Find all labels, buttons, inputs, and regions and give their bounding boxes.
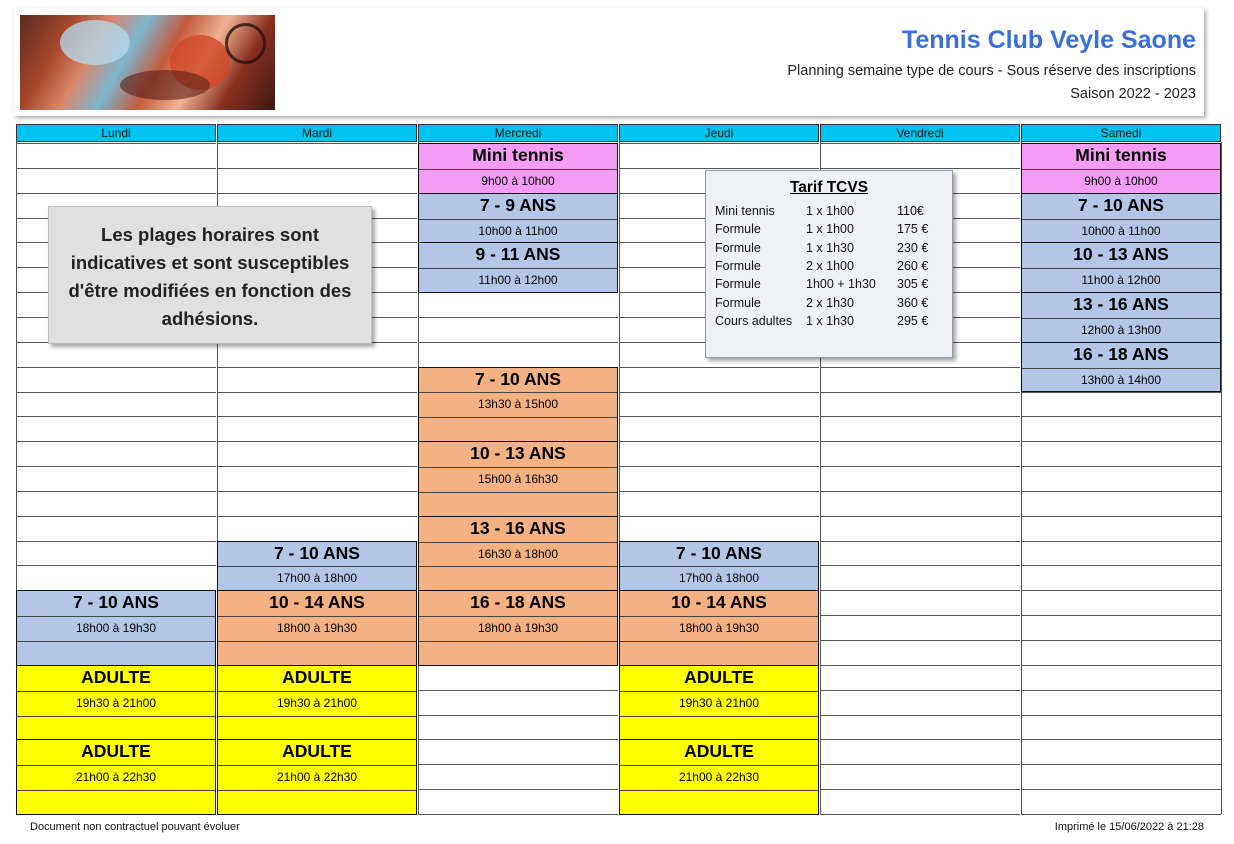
grid-row-line bbox=[1021, 590, 1221, 591]
course-time: 9h00 à 10h00 bbox=[1084, 173, 1158, 188]
slot-row-line bbox=[620, 691, 818, 692]
course-slot bbox=[1021, 292, 1221, 343]
grid-row-line bbox=[820, 516, 1020, 517]
grid-row-line bbox=[217, 143, 417, 144]
grid-row-line bbox=[1021, 466, 1221, 467]
course-time: 19h30 à 21h00 bbox=[75, 695, 157, 710]
course-time: 11h00 à 12h00 bbox=[478, 273, 558, 288]
tarif-detail: 1h00 + 1h30 bbox=[806, 277, 876, 292]
grid-row-line bbox=[1021, 441, 1221, 442]
tarif-price: 360 € bbox=[897, 295, 929, 310]
grid-row-line bbox=[1021, 541, 1221, 542]
footer-print-date: Imprimé le 15/06/2022 à 21:28 bbox=[1054, 821, 1204, 833]
grid-row-line bbox=[217, 392, 417, 393]
course-time: 19h30 à 21h00 bbox=[276, 695, 358, 710]
course-name: ADULTE bbox=[282, 741, 352, 762]
grid-row-line bbox=[16, 143, 216, 144]
slot-row-line bbox=[17, 765, 215, 766]
grid-row-line bbox=[820, 441, 1020, 442]
course-name: ADULTE bbox=[684, 666, 754, 687]
tarif-price: 260 € bbox=[897, 258, 929, 273]
tarif-detail: 1 x 1h30 bbox=[806, 240, 854, 255]
grid-row-line bbox=[16, 441, 216, 442]
slot-row-line bbox=[419, 566, 617, 567]
slot-row-line bbox=[620, 641, 818, 642]
course-name: 7 - 10 ANS bbox=[676, 542, 762, 563]
tarif-label: Formule bbox=[715, 295, 761, 310]
course-slot bbox=[619, 665, 819, 741]
slot-row-line bbox=[1022, 318, 1220, 319]
course-name: 10 - 14 ANS bbox=[671, 592, 767, 613]
tarif-price: 295 € bbox=[897, 313, 929, 328]
course-time: 10h00 à 11h00 bbox=[478, 223, 558, 238]
course-name: 7 - 10 ANS bbox=[274, 542, 360, 563]
course-time: 15h00 à 16h30 bbox=[477, 472, 559, 487]
grid-row-line bbox=[820, 392, 1020, 393]
slot-row-line bbox=[620, 790, 818, 791]
tarif-price: 230 € bbox=[897, 240, 929, 255]
grid-row-line bbox=[820, 640, 1020, 641]
day-header: Mercredi bbox=[418, 124, 618, 142]
grid-row-line bbox=[217, 466, 417, 467]
grid-row-line bbox=[418, 342, 618, 343]
course-slot bbox=[418, 242, 618, 293]
grid-row-line bbox=[217, 367, 417, 368]
grid-row-line bbox=[16, 392, 216, 393]
course-slot bbox=[619, 739, 819, 815]
info-note bbox=[48, 206, 372, 344]
slot-row-line bbox=[419, 542, 617, 543]
course-slot bbox=[16, 665, 216, 741]
course-time: 17h00 à 18h00 bbox=[276, 571, 358, 586]
grid-row-line bbox=[418, 789, 618, 790]
grid-row-line bbox=[1021, 565, 1221, 566]
grid-row-line bbox=[1021, 739, 1221, 740]
grid-row-line bbox=[820, 168, 1020, 169]
tarif-label: Formule bbox=[715, 222, 761, 237]
course-time: 19h30 à 21h00 bbox=[678, 695, 760, 710]
tarif-label: Mini tennis bbox=[715, 204, 775, 218]
course-name: ADULTE bbox=[81, 741, 151, 762]
slot-row-line bbox=[419, 417, 617, 418]
slot-row-line bbox=[620, 765, 818, 766]
course-name: 9 - 11 ANS bbox=[475, 244, 561, 265]
tarif-row bbox=[715, 241, 945, 259]
slot-row-line bbox=[1022, 219, 1220, 220]
slot-row-line bbox=[17, 641, 215, 642]
tarif-row bbox=[715, 314, 945, 332]
grid-row-line bbox=[619, 516, 819, 517]
course-time: 21h00 à 22h30 bbox=[75, 770, 157, 785]
grid-row-line bbox=[16, 193, 216, 194]
grid-row-line bbox=[16, 367, 216, 368]
tarif-label: Formule bbox=[715, 240, 761, 255]
grid-row-line bbox=[820, 715, 1020, 716]
grid-row-line bbox=[16, 466, 216, 467]
slot-row-line bbox=[620, 616, 818, 617]
course-time: 18h00 à 19h30 bbox=[678, 621, 760, 636]
tarif-price: 110€ bbox=[897, 204, 924, 218]
grid-row-line bbox=[16, 565, 216, 566]
course-slot bbox=[16, 739, 216, 815]
note-line: adhésions. bbox=[161, 308, 259, 329]
grid-row-line bbox=[619, 416, 819, 417]
course-slot bbox=[16, 590, 216, 666]
grid-row-line bbox=[619, 491, 819, 492]
slot-row-line bbox=[419, 467, 617, 468]
course-time: 12h00 à 13h00 bbox=[1080, 322, 1162, 337]
tarif-box bbox=[705, 170, 953, 358]
footer-disclaimer: Document non contractuel pouvant évoluer bbox=[30, 821, 240, 833]
course-slot bbox=[418, 590, 618, 666]
grid-row-line bbox=[820, 764, 1020, 765]
tarif-label: Cours adultes bbox=[715, 313, 793, 328]
slot-row-line bbox=[17, 691, 215, 692]
course-slot bbox=[1021, 193, 1221, 244]
course-slot bbox=[1021, 342, 1221, 393]
course-slot bbox=[418, 441, 618, 517]
grid-row-line bbox=[820, 739, 1020, 740]
grid-row-line bbox=[619, 466, 819, 467]
grid-row-line bbox=[820, 416, 1020, 417]
course-time: 9h00 à 10h00 bbox=[481, 173, 555, 188]
tarif-row bbox=[715, 204, 945, 222]
course-name: 16 - 18 ANS bbox=[470, 592, 566, 613]
course-slot bbox=[619, 541, 819, 592]
course-time: 13h00 à 14h00 bbox=[1080, 372, 1162, 387]
grid-row-line bbox=[16, 516, 216, 517]
grid-col-line bbox=[1221, 142, 1222, 814]
slot-row-line bbox=[218, 616, 416, 617]
course-slot bbox=[1021, 143, 1221, 194]
slot-row-line bbox=[419, 268, 617, 269]
course-name: 10 - 13 ANS bbox=[1073, 244, 1169, 265]
course-slot bbox=[418, 143, 618, 194]
grid-row-line bbox=[418, 814, 618, 815]
note-line: d'être modifiées en fonction des bbox=[68, 280, 352, 301]
course-name: ADULTE bbox=[282, 666, 352, 687]
grid-row-line bbox=[418, 317, 618, 318]
course-slot bbox=[418, 367, 618, 443]
course-time: 18h00 à 19h30 bbox=[276, 621, 358, 636]
grid-row-line bbox=[820, 143, 1020, 144]
tarif-detail: 1 x 1h00 bbox=[806, 222, 854, 237]
course-slot bbox=[217, 541, 417, 592]
grid-row-line bbox=[1021, 640, 1221, 641]
tarif-detail: 2 x 1h00 bbox=[806, 258, 854, 273]
tarif-label: Formule bbox=[715, 277, 761, 292]
course-time: 18h00 à 19h30 bbox=[477, 621, 559, 636]
tarif-title: Tarif TCVS bbox=[789, 179, 869, 196]
grid-row-line bbox=[820, 541, 1020, 542]
slot-row-line bbox=[17, 716, 215, 717]
tarif-detail: 1 x 1h30 bbox=[806, 313, 854, 328]
grid-row-line bbox=[16, 416, 216, 417]
grid-row-line bbox=[217, 193, 417, 194]
course-time: 18h00 à 19h30 bbox=[75, 621, 157, 636]
grid-row-line bbox=[820, 814, 1020, 815]
slot-row-line bbox=[620, 716, 818, 717]
grid-row-line bbox=[16, 491, 216, 492]
slot-row-line bbox=[218, 765, 416, 766]
course-time: 21h00 à 22h30 bbox=[276, 770, 358, 785]
grid-row-line bbox=[619, 367, 819, 368]
course-name: 10 - 14 ANS bbox=[269, 592, 365, 613]
slot-row-line bbox=[1022, 368, 1220, 369]
header-card bbox=[14, 8, 1204, 116]
course-time: 11h00 à 12h00 bbox=[1081, 273, 1161, 288]
course-name: 7 - 9 ANS bbox=[479, 194, 557, 215]
grid-row-line bbox=[820, 491, 1020, 492]
course-name: Mini tennis bbox=[1075, 145, 1167, 165]
grid-row-line bbox=[1021, 615, 1221, 616]
day-column bbox=[1021, 124, 1221, 814]
grid-row-line bbox=[619, 392, 819, 393]
slot-row-line bbox=[1022, 268, 1220, 269]
grid-row-line bbox=[619, 168, 819, 169]
club-title: Tennis Club Veyle Saone bbox=[901, 26, 1196, 54]
slot-row-line bbox=[419, 616, 617, 617]
grid-row-line bbox=[217, 491, 417, 492]
course-name: 7 - 10 ANS bbox=[1078, 194, 1164, 215]
day-header: Mardi bbox=[217, 124, 417, 142]
course-slot bbox=[217, 739, 417, 815]
tarif-detail: 1 x 1h00 bbox=[806, 204, 854, 218]
course-time: 21h00 à 22h30 bbox=[678, 770, 760, 785]
grid-row-line bbox=[418, 690, 618, 691]
slot-row-line bbox=[17, 616, 215, 617]
slot-row-line bbox=[218, 691, 416, 692]
grid-row-line bbox=[820, 590, 1020, 591]
course-time: 16h30 à 18h00 bbox=[477, 546, 559, 561]
grid-row-line bbox=[820, 665, 1020, 666]
slot-row-line bbox=[419, 492, 617, 493]
course-name: 7 - 10 ANS bbox=[73, 592, 159, 613]
grid-row-line bbox=[1021, 764, 1221, 765]
course-time: 17h00 à 18h00 bbox=[678, 571, 760, 586]
course-name: 13 - 16 ANS bbox=[1073, 294, 1169, 315]
course-name: 10 - 13 ANS bbox=[470, 443, 566, 464]
grid-row-line bbox=[217, 168, 417, 169]
grid-row-line bbox=[1021, 715, 1221, 716]
grid-row-line bbox=[820, 466, 1020, 467]
tarif-detail: 2 x 1h30 bbox=[806, 295, 854, 310]
slot-row-line bbox=[218, 716, 416, 717]
grid-row-line bbox=[1021, 665, 1221, 666]
grid-row-line bbox=[418, 764, 618, 765]
course-slot bbox=[418, 193, 618, 244]
grid-row-line bbox=[217, 416, 417, 417]
slot-row-line bbox=[1022, 169, 1220, 170]
planning-subtitle: Planning semaine type de cours - Sous réserve des inscriptions bbox=[787, 63, 1196, 79]
course-name: ADULTE bbox=[81, 666, 151, 687]
course-slot bbox=[217, 590, 417, 666]
day-header: Lundi bbox=[16, 124, 216, 142]
grid-row-line bbox=[1021, 516, 1221, 517]
season-label: Saison 2022 - 2023 bbox=[1070, 86, 1196, 102]
grid-row-line bbox=[217, 441, 417, 442]
day-header: Vendredi bbox=[820, 124, 1020, 142]
grid-row-line bbox=[619, 143, 819, 144]
tarif-row bbox=[715, 259, 945, 277]
tarif-row bbox=[715, 222, 945, 240]
slot-row-line bbox=[218, 790, 416, 791]
slot-row-line bbox=[419, 169, 617, 170]
day-column bbox=[418, 124, 618, 814]
tennis-painting-logo bbox=[20, 15, 275, 110]
slot-row-line bbox=[17, 790, 215, 791]
grid-row-line bbox=[418, 739, 618, 740]
grid-row-line bbox=[820, 615, 1020, 616]
grid-row-line bbox=[820, 789, 1020, 790]
day-header: Samedi bbox=[1021, 124, 1221, 142]
day-header: Jeudi bbox=[619, 124, 819, 142]
tarif-price: 305 € bbox=[897, 277, 929, 292]
note-line: Les plages horaires sont bbox=[101, 224, 319, 245]
slot-row-line bbox=[218, 566, 416, 567]
grid-row-line bbox=[1021, 690, 1221, 691]
course-slot bbox=[619, 590, 819, 666]
grid-row-line bbox=[820, 690, 1020, 691]
slot-row-line bbox=[218, 641, 416, 642]
slot-row-line bbox=[620, 566, 818, 567]
slot-row-line bbox=[419, 392, 617, 393]
grid-row-line bbox=[418, 715, 618, 716]
grid-row-line bbox=[619, 441, 819, 442]
course-slot bbox=[418, 516, 618, 592]
slot-row-line bbox=[419, 641, 617, 642]
course-slot bbox=[217, 665, 417, 741]
grid-row-line bbox=[1021, 491, 1221, 492]
course-name: 16 - 18 ANS bbox=[1073, 343, 1169, 364]
course-name: Mini tennis bbox=[472, 145, 564, 165]
grid-row-line bbox=[1021, 814, 1221, 815]
grid-row-line bbox=[16, 541, 216, 542]
course-time: 10h00 à 11h00 bbox=[1081, 223, 1161, 238]
course-name: ADULTE bbox=[684, 741, 754, 762]
grid-row-line bbox=[1021, 789, 1221, 790]
course-name: 13 - 16 ANS bbox=[470, 517, 566, 538]
grid-row-line bbox=[16, 168, 216, 169]
slot-row-line bbox=[419, 219, 617, 220]
grid-row-line bbox=[820, 367, 1020, 368]
grid-row-line bbox=[217, 516, 417, 517]
tarif-row bbox=[715, 296, 945, 314]
grid-row-line bbox=[1021, 416, 1221, 417]
note-line: indicatives et sont susceptibles bbox=[70, 252, 350, 273]
course-name: 7 - 10 ANS bbox=[475, 368, 561, 389]
tarif-price: 175 € bbox=[897, 222, 929, 237]
course-slot bbox=[1021, 242, 1221, 293]
tarif-row bbox=[715, 277, 945, 295]
tarif-label: Formule bbox=[715, 258, 761, 273]
course-time: 13h30 à 15h00 bbox=[477, 397, 559, 412]
grid-row-line bbox=[820, 565, 1020, 566]
